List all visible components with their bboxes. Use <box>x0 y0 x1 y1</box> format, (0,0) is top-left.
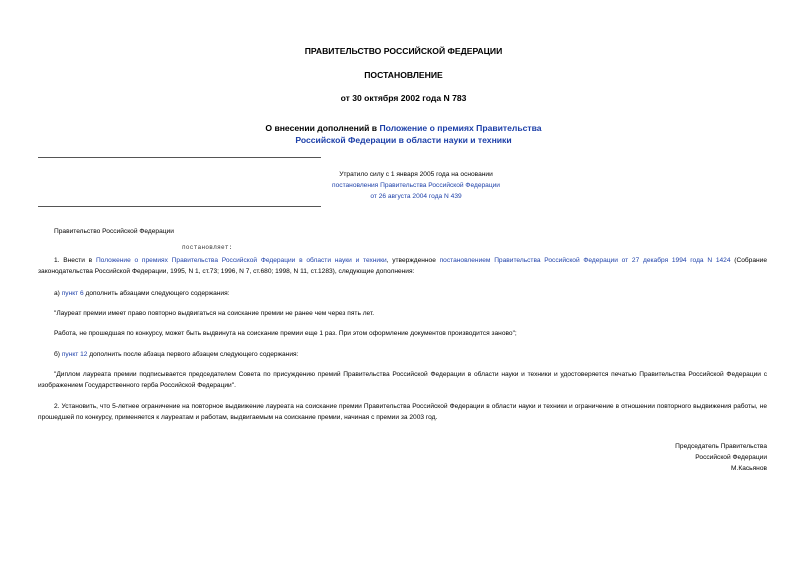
paragraph-a <box>38 288 767 299</box>
signature-block <box>675 441 767 474</box>
title-prefix: О внесении дополнений в <box>265 123 380 133</box>
p1-link-regulation[interactable]: Положение о премиях Правительства Российской Федерации в области науки и техники <box>95 257 387 264</box>
divider-top <box>38 157 321 158</box>
signature-name: М.Касьянов <box>731 465 767 472</box>
p1-end: (Собрание законодательства Российской Федерации, 1995, N 1, ст.73; 1996, N 7, ст.680; 1998, N 11, ст.1283), следующие дополнения: <box>38 257 767 275</box>
status-note-text: Утратило силу с 1 января 2005 года на основании <box>339 171 493 178</box>
p1-start: 1. Внести в <box>54 257 96 264</box>
paragraph-2: 2. Установить, что 5-летнее ограничение на повторное выдвижение лауреата на соискание премии Правительства Российской Федерации в области науки и техники и ограничение в отношении повторного выдвижения работы, не прошедшей по конкурсу, применяется к лауреатам и работам, выдвигаемым на соискание премии, начиная с премии за 2003 год. <box>38 403 767 421</box>
quote-2: Работа, не прошедшая по конкурсу, может быть выдвинута на соискание премии еще 1 раз. При этом оформление документов производится заново"; <box>54 330 517 337</box>
decree-word: постановляет: <box>182 244 233 251</box>
quote-3: "Диплом лауреата премии подписывается председателем Совета по присуждению премий Правительства Российской Федерации в области науки и техники и удостоверяется печатью Правительства Российской Федерации с изображением Государственного герба Российской Федерации". <box>38 371 767 389</box>
signature-position: Председатель Правительства <box>675 443 767 450</box>
title-link-line1[interactable]: Положение о премиях Правительства <box>379 123 542 133</box>
document-title <box>0 122 807 146</box>
status-note-link2[interactable]: от 26 августа 2004 года N 439 <box>370 193 462 200</box>
divider-bottom <box>38 206 321 207</box>
date-number-heading: от 30 октября 2002 года N 783 <box>340 93 467 103</box>
status-note <box>150 169 682 202</box>
quote-1: "Лауреат премии имеет право повторно выдвигаться на соискание премии не ранее чем через пять лет. <box>54 310 375 317</box>
status-note-link1[interactable]: постановления Правительства Российской Федерации <box>332 182 500 189</box>
title-link-line2[interactable]: Российской Федерации в области науки и техники <box>295 135 512 145</box>
issuer-text: Правительство Российской Федерации <box>54 228 174 235</box>
paragraph-b <box>38 349 767 360</box>
pb-end: дополнить после абзаца первого абзацем следующего содержания: <box>87 351 299 358</box>
pa-link-point6[interactable]: пункт 6 <box>61 290 84 297</box>
government-heading: ПРАВИТЕЛЬСТВО РОССИЙСКОЙ ФЕДЕРАЦИИ <box>304 46 503 56</box>
pa-end: дополнить абзацами следующего содержания: <box>83 290 230 297</box>
pb-link-point12[interactable]: пункт 12 <box>61 351 88 358</box>
pa-start: а) <box>54 290 62 297</box>
p1-mid: , утвержденное <box>386 257 440 264</box>
p1-link-resolution[interactable]: постановлением Правительства Российской Федерации от 27 декабря 1994 года N 1424 <box>439 257 731 264</box>
pb-start: б) <box>54 351 62 358</box>
doc-type-heading: ПОСТАНОВЛЕНИЕ <box>364 70 443 80</box>
paragraph-1 <box>38 255 767 277</box>
signature-org: Российской Федерации <box>695 454 767 461</box>
